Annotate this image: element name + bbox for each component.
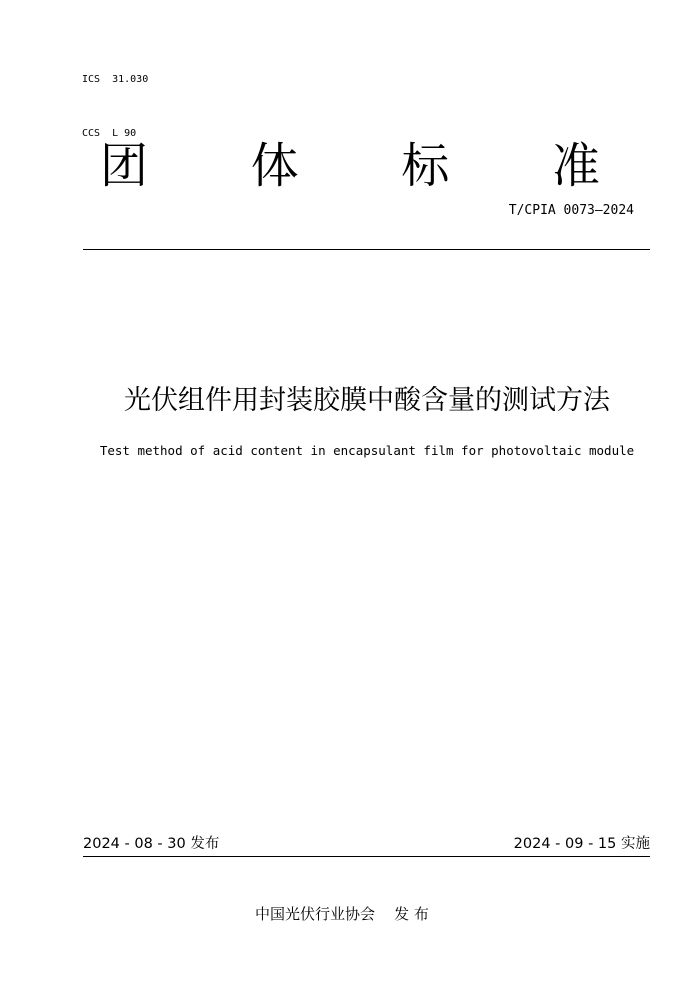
standard-type-char: 准 bbox=[551, 138, 600, 194]
standard-type-heading bbox=[100, 136, 600, 196]
publisher: 中国光伏行业协会 发 布 bbox=[255, 905, 429, 923]
bottom-divider bbox=[83, 856, 650, 857]
standard-type-char: 标 bbox=[401, 138, 450, 194]
ccs-code: CCS L 90 bbox=[82, 128, 137, 139]
standard-type-char: 团 bbox=[100, 138, 149, 194]
document-title-english: Test method of acid content in encapsulant film for photovoltaic module bbox=[99, 443, 635, 458]
standard-type-char: 体 bbox=[250, 138, 299, 194]
document-title-chinese: 光伏组件用封装胶膜中酸含量的测试方法 bbox=[124, 385, 610, 416]
ics-code: ICS 31.030 bbox=[82, 74, 149, 85]
implementation-date: 2024 - 09 - 15 实施 bbox=[513, 836, 650, 852]
standard-number: T/CPIA 0073—2024 bbox=[508, 203, 634, 218]
top-divider bbox=[83, 249, 650, 250]
release-date: 2024 - 08 - 30 发布 bbox=[83, 836, 220, 852]
